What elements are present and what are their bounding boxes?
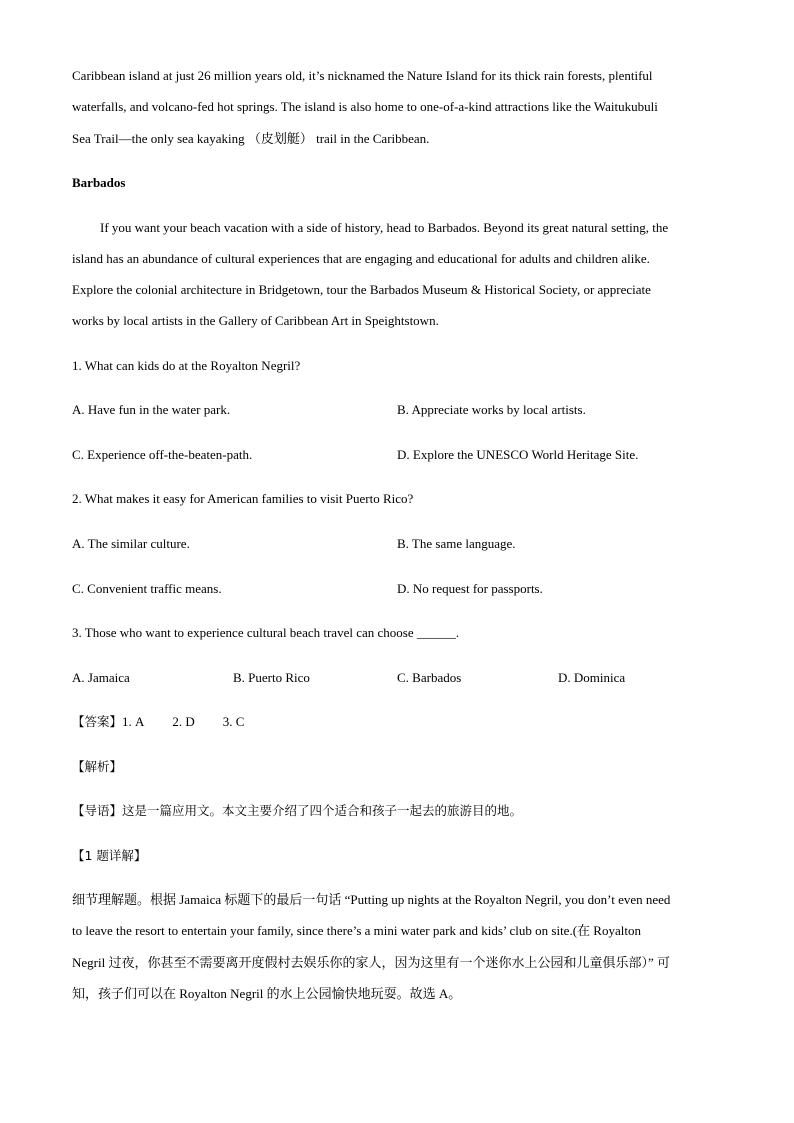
section-heading-barbados: Barbados [72,175,126,190]
passage-line: If you want your beach vacation with a side of history, head to Barbados. Beyond its great natural setting, the [100,220,669,235]
question-3-option-a: A. Jamaica [72,670,130,685]
analysis-label: 【解析】 [72,759,123,774]
guide-row [72,803,522,819]
passage-line: island has an abundance of cultural experiences that are engaging and educational for adults and children alike. [72,251,650,266]
answer-item: 1. A [122,714,145,729]
q1-detail-line: to leave the resort to entertain your family, since there’s a mini water park and kids’ club on site.(在 Royalton [72,923,641,938]
q1-detail-line: Negril 过夜，你甚至不需要离开度假村去娱乐你的家人，因为这里有一个迷你水上公园和儿童俱乐部）” 可 [72,955,670,970]
q1-detail-line: 细节理解题。根据 Jamaica 标题下的最后一句话 “Putting up nights at the Royalton Negril, you don’t even need [72,892,671,907]
question-1-option-d: D. Explore the UNESCO World Heritage Site. [397,447,639,462]
q1-detail-label: 【1 题详解】 [72,848,147,863]
question-3-option-d: D. Dominica [558,670,626,685]
question-3-option-c: C. Barbados [397,670,462,685]
question-1-option-a: A. Have fun in the water park. [72,402,231,417]
question-1-option-b: B. Appreciate works by local artists. [397,402,586,417]
question-2-option-a: A. The similar culture. [72,536,190,551]
question-stem-1: 1. What can kids do at the Royalton Negril? [72,358,301,373]
passage-line: waterfalls, and volcano-fed hot springs. The island is also home to one-of-a-kind attractions like the Waitukubuli [72,99,658,114]
question-2-option-d: D. No request for passports. [397,581,543,596]
answer-item: 3. C [222,714,245,729]
passage-line: Caribbean island at just 26 million years old, it’s nicknamed the Nature Island for its thick rain forests, plentiful [72,68,653,83]
q1-detail-line: 知，孩子们可以在 Royalton Negril 的水上公园愉快地玩耍。故选 A。 [72,986,462,1001]
passage-line: Explore the colonial architecture in Bridgetown, tour the Barbados Museum & Historical Society, or appreciate [72,282,651,297]
passage-line: works by local artists in the Gallery of Caribbean Art in Speightstown. [72,313,439,328]
answer-label: 【答案】 [72,714,123,729]
question-1-option-c: C. Experience off-the-beaten-path. [72,447,253,462]
question-stem-2: 2. What makes it easy for American families to visit Puerto Rico? [72,491,414,506]
answer-row [72,714,244,730]
guide-label: 【导语】 [72,803,123,818]
guide-text: 这是一篇应用文。本文主要介绍了四个适合和孩子一起去的旅游目的地。 [122,803,523,818]
question-stem-3: 3. Those who want to experience cultural beach travel can choose ______. [72,625,460,640]
question-2-option-c: C. Convenient traffic means. [72,581,222,596]
question-2-option-b: B. The same language. [397,536,516,551]
question-3-option-b: B. Puerto Rico [233,670,310,685]
answer-item: 2. D [172,714,195,729]
passage-line: Sea Trail—the only sea kayaking （皮划艇） trail in the Caribbean. [72,131,430,146]
